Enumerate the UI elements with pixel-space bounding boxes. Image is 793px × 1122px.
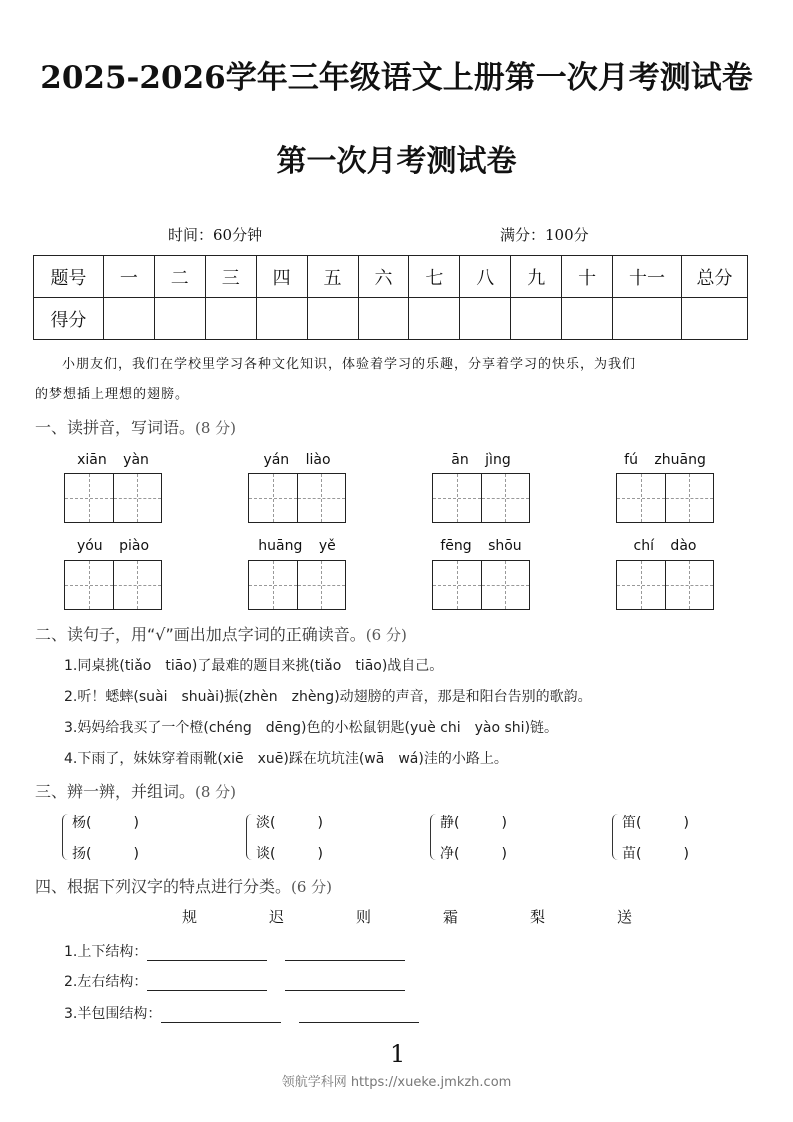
full-score: 满分：100分 [500,226,589,244]
classify-char: 梨 [530,908,546,926]
section-points: (8 分) [195,419,237,437]
header-cell: 十一 [613,256,682,298]
classify-char: 送 [617,908,633,926]
header-cell: 九 [511,256,562,298]
answer-blank[interactable] [285,977,405,991]
write-cell[interactable] [298,561,346,609]
header-cell: 四 [256,256,307,298]
write-cell[interactable] [65,561,114,609]
pinyin-label: huāng yě [258,538,336,554]
pinyin-label: fú zhuāng [624,452,706,468]
header-cell: 八 [460,256,511,298]
score-table [33,255,748,340]
answer-blank[interactable] [299,1009,419,1023]
score-cell[interactable] [358,298,409,340]
tianzige-box[interactable] [432,473,530,523]
exam-time: 时间：60分钟 [168,226,263,244]
write-cell[interactable] [298,474,346,522]
sentence-item: 1.同桌挑(tiǎo tiāo)了最难的题目来挑(tiǎo tiāo)战自己。 [64,658,444,674]
classify-label: 1.上下结构： [64,944,148,960]
word-pair-item[interactable]: 扬( ) [72,846,139,862]
score-cell[interactable] [511,298,562,340]
footer-watermark: 领航学科网 https://xueke.jmkzh.com [281,1075,512,1090]
header-cell: 十 [562,256,613,298]
section-points: (6 分) [365,626,407,644]
section-points: (8 分) [195,783,237,801]
brace-icon [612,814,620,860]
write-cell[interactable] [482,561,530,609]
pinyin-label: chí dào [633,538,697,554]
page-number: 1 [390,1040,406,1068]
header-cell: 五 [307,256,358,298]
answer-blank[interactable] [147,977,267,991]
brace-icon [430,814,438,860]
score-cell[interactable] [613,298,682,340]
header-cell: 题号 [34,256,104,298]
write-cell[interactable] [114,561,162,609]
score-cell[interactable] [307,298,358,340]
intro-line: 的梦想插上理想的翅膀。 [35,387,190,402]
section-title: 一、读拼音，写词语。 [35,418,196,437]
classify-char: 迟 [269,908,285,926]
score-cell[interactable] [460,298,511,340]
tianzige-box[interactable] [248,473,346,523]
header-cell: 总分 [682,256,748,298]
header-cell: 六 [358,256,409,298]
sentence-item: 4.下雨了，妹妹穿着雨靴(xiē xuē)踩在坑坑洼(wā wá)洼的小路上。 [64,751,508,767]
word-pair-item[interactable]: 杨( ) [72,815,139,831]
word-pair-item[interactable]: 静( ) [440,815,507,831]
write-cell[interactable] [482,474,530,522]
intro-line: 小朋友们，我们在学校里学习各种文化知识，体验着学习的乐趣，分享着学习的快乐，为我们 [62,357,637,372]
score-cell[interactable] [409,298,460,340]
section-4-heading [35,874,332,897]
score-table-header [34,256,748,298]
tianzige-box[interactable] [432,560,530,610]
word-pair-item[interactable]: 苗( ) [622,846,689,862]
word-pair-item[interactable]: 淡( ) [256,815,323,831]
section-title: 三、辨一辨，并组词。 [35,782,196,801]
word-pair-item[interactable]: 净( ) [440,846,507,862]
score-cell[interactable] [154,298,205,340]
pinyin-label: fēng shōu [440,538,522,554]
document-title: 2025-2026学年三年级语文上册第一次月考测试卷 [40,60,753,96]
section-1-heading [35,415,236,438]
header-cell: 一 [103,256,154,298]
classify-char: 规 [182,908,198,926]
write-cell[interactable] [433,561,482,609]
pinyin-label: xiān yàn [77,452,149,468]
section-points: (6 分) [291,878,333,896]
document-subtitle: 第一次月考测试卷 [276,144,517,179]
write-cell[interactable] [666,474,714,522]
header-cell: 二 [154,256,205,298]
classify-line [64,1003,437,1023]
tianzige-box[interactable] [248,560,346,610]
tianzige-box[interactable] [64,473,162,523]
pinyin-label: yóu piào [76,538,150,554]
classify-line [64,941,423,961]
score-cell[interactable] [682,298,748,340]
answer-blank[interactable] [285,947,405,961]
score-cell[interactable] [103,298,154,340]
answer-blank[interactable] [147,947,267,961]
classify-char: 霜 [443,908,459,926]
pinyin-label: yán liào [263,452,331,468]
write-cell[interactable] [433,474,482,522]
section-title: 二、读句子，用“√”画出加点字词的正确读音。 [35,625,366,644]
header-cell: 七 [409,256,460,298]
section-2-heading [35,622,407,645]
write-cell[interactable] [666,561,714,609]
pinyin-label: ān jìng [451,452,511,468]
write-cell[interactable] [114,474,162,522]
tianzige-box[interactable] [64,560,162,610]
word-pair-item[interactable]: 谈( ) [256,846,323,862]
sentence-item: 3.妈妈给我买了一个橙(chéng dēng)色的小松鼠钥匙(yuè chi yào shi)链。 [64,720,559,736]
header-cell: 三 [205,256,256,298]
classify-label: 3.半包围结构： [64,1006,162,1022]
answer-blank[interactable] [161,1009,281,1023]
write-cell[interactable] [65,474,114,522]
classify-line [64,971,423,991]
score-cell[interactable] [256,298,307,340]
sentence-item: 2.听！蟋蟀(suài shuài)振(zhèn zhèng)动翅膀的声音，那是和阳台告别的歌韵。 [64,689,592,705]
tianzige-box[interactable] [616,473,714,523]
classify-label: 2.左右结构： [64,974,148,990]
write-cell[interactable] [249,561,298,609]
brace-icon [62,814,70,860]
write-cell[interactable] [617,561,666,609]
section-title: 四、根据下列汉字的特点进行分类。 [35,877,292,896]
row-label: 得分 [34,298,104,340]
write-cell[interactable] [617,474,666,522]
classify-char: 则 [356,908,372,926]
brace-icon [246,814,254,860]
write-cell[interactable] [249,474,298,522]
section-3-heading [35,779,236,802]
score-cell[interactable] [562,298,613,340]
score-row [34,298,748,340]
word-pair-item[interactable]: 笛( ) [622,815,689,831]
tianzige-box[interactable] [616,560,714,610]
score-cell[interactable] [205,298,256,340]
